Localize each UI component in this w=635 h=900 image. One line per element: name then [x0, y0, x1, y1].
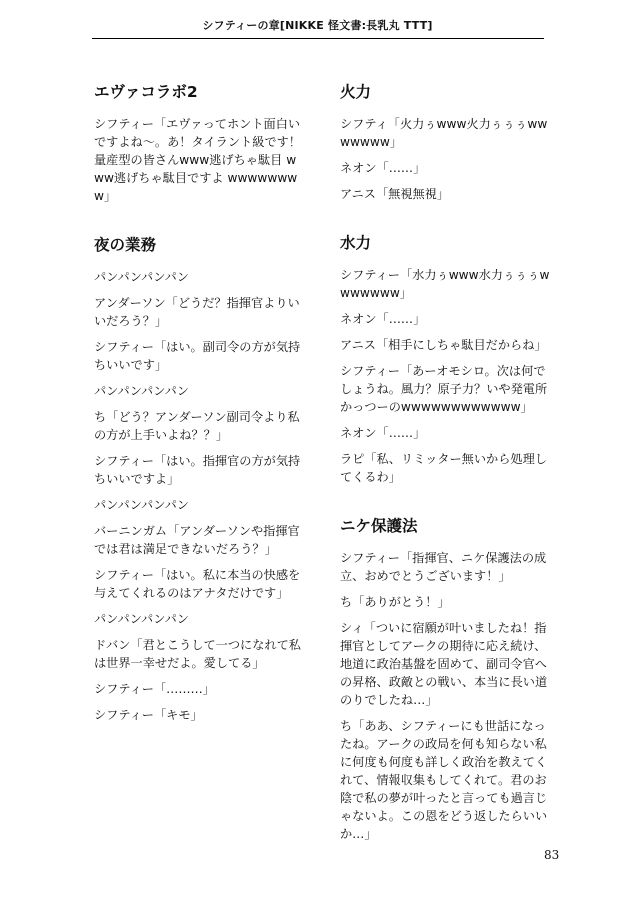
dialogue-line: シフティー「あーオモシロ。次は何でしょうね。風力？原子力？いや発電所かっつーのwwwwwwwwwwww」: [340, 364, 548, 414]
dialogue-line: アニス「無視無視」: [340, 187, 450, 201]
running-header-title: シフティーの章[NIKKE 怪文書:長乳丸 TTT]: [202, 19, 433, 32]
dialogue-line: バーニンガム「アンダーソンや指揮官では君は満足できないだろう？」: [94, 524, 300, 556]
dialogue-line: シフティー「はい。指揮官の方が気持ちいいですよ」: [94, 454, 301, 486]
left-column: [94, 82, 306, 754]
dialogue-line: シフティー「はい。副司令の方が気持ちいいです」: [94, 340, 301, 372]
dialogue-line: シフティー「エヴァってホント面白いですよね～。あ！タイラント級です！量産型の皆さんwww逃げちゃ駄目 www逃げちゃ駄目ですよ wwwwwwww」: [94, 117, 301, 203]
section: [340, 82, 552, 203]
dialogue-line: ち「ありがとう！」: [340, 595, 450, 609]
page-number: 83: [544, 848, 560, 862]
dialogue-line: シフティー「水力ぅwww水力ぅぅぅwwwwwww」: [340, 268, 550, 300]
section-heading: ニケ保護法: [340, 517, 418, 535]
dialogue-line: シフティー「………」: [94, 682, 215, 696]
dialogue-line: アンダーソン「どうだ？指揮官よりいいだろう？」: [94, 296, 300, 328]
section-heading: 火力: [340, 83, 372, 101]
dialogue-line: パンパンパンパン: [94, 384, 189, 398]
section-heading: 水力: [340, 234, 372, 252]
section: [340, 233, 552, 486]
dialogue-line: ドバン「君とこうして一つになれて私は世界一幸せだよ。愛してる」: [94, 638, 301, 670]
dialogue-line: パンパンパンパン: [94, 498, 189, 512]
header-rule: [92, 38, 544, 39]
dialogue-line: シィ「ついに宿願が叶いましたね！指揮官としてアークの期待に応え続け、地道に政治基盤を固めて、副司令官への昇格、政敵との戦い、本当に長い道のりでしたね…」: [340, 621, 548, 707]
dialogue-line: ち「ああ、シフティーにも世話になったね。アークの政局を何も知らない私に何度も何度も詳しく政治を教えてくれて、情報収集もしてくれて。君のお陰で私の夢が叶ったと言っても過言じゃないよ。この恩をどう返したらいいか…」: [340, 719, 548, 841]
dialogue-line: パンパンパンパン: [94, 612, 189, 626]
section: [94, 235, 306, 724]
section: [340, 516, 552, 843]
dialogue-line: パンパンパンパン: [94, 270, 189, 284]
dialogue-line: アニス「相手にしちゃ駄目だからね」: [340, 338, 547, 352]
dialogue-line: シフティー「はい。私に本当の快感を与えてくれるのはアナタだけです」: [94, 568, 301, 600]
dialogue-line: シフティー「キモ」: [94, 708, 203, 722]
dialogue-line: シフティー「指揮官、ニケ保護法の成立、おめでとうございます！」: [340, 551, 547, 583]
right-column: [340, 82, 552, 873]
section-heading: 夜の業務: [94, 236, 157, 254]
dialogue-line: ネオン「……」: [340, 312, 426, 326]
dialogue-line: ラピ「私、リミッター無いから処理してくるわ」: [340, 452, 547, 484]
dialogue-line: シフティ「火力ぅwww火力ぅぅぅwwwwwww」: [340, 117, 548, 149]
section: [94, 82, 306, 205]
dialogue-line: ネオン「……」: [340, 426, 426, 440]
dialogue-line: ち「どう？アンダーソン副司令より私の方が上手いよね？？」: [94, 410, 300, 442]
section-heading: エヴァコラボ2: [94, 83, 198, 101]
dialogue-line: ネオン「……」: [340, 161, 426, 175]
